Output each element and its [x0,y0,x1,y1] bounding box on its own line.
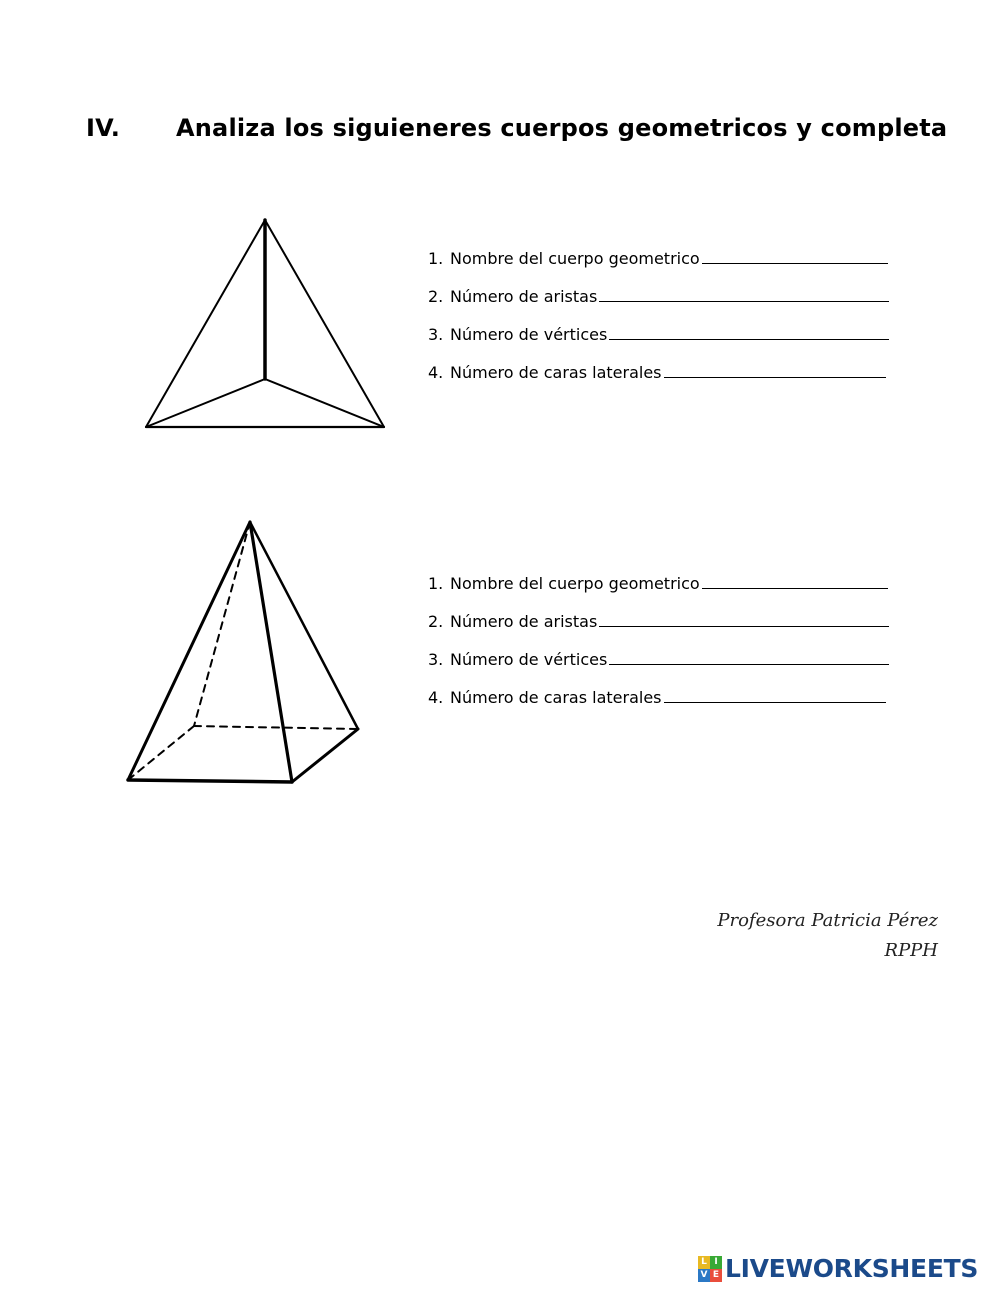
question-label: Nombre del cuerpo geometrico [450,574,700,593]
answer-blank[interactable] [664,363,886,378]
teacher-signature [717,906,938,966]
answer-blank[interactable] [702,249,888,264]
answer-blank[interactable] [702,574,888,589]
question-number: 2. [428,287,444,306]
edge-center-right [265,379,384,427]
triangular-pyramid-figure [140,212,392,434]
liveworksheets-icon [698,1256,722,1282]
answer-blank[interactable] [609,650,889,665]
question-label: Nombre del cuerpo geometrico [450,249,700,268]
answer-blank[interactable] [664,688,886,703]
square-pyramid-drawing [120,514,368,794]
answer-blank[interactable] [609,325,889,340]
edge-base-right [292,729,358,782]
hidden-edge-back-right [194,726,358,729]
logo-letter-i: I [710,1256,722,1269]
logo-letter-v: V [698,1269,710,1282]
question-item [428,325,908,363]
question-number: 3. [428,325,444,344]
question-item [428,363,908,401]
section-number: IV. [86,114,121,142]
square-pyramid-figure [120,514,368,794]
question-item [428,287,908,325]
question-item [428,574,908,612]
question-label: Número de caras laterales [450,688,662,707]
question-number: 4. [428,363,444,382]
edge-apex-right [265,220,384,427]
hidden-edge-back-left [128,726,194,780]
question-number: 1. [428,574,444,593]
signature-initials: RPPH [884,940,938,961]
edge-apex-left [146,220,265,427]
answer-blank[interactable] [599,287,889,302]
section-instruction: Analiza los siguieneres cuerpos geometricos y completa [176,114,948,142]
question-item [428,612,908,650]
question-item [428,650,908,688]
triangular-pyramid-drawing [140,212,392,434]
section-heading [86,114,947,142]
question-number: 2. [428,612,444,631]
question-label: Número de vértices [450,325,608,344]
question-number: 1. [428,249,444,268]
brand-name: LIVEWORKSHEETS [725,1254,979,1283]
question-item [428,249,908,287]
question-label: Número de aristas [450,287,598,306]
question-item [428,688,908,726]
question-label: Número de aristas [450,612,598,631]
logo-letter-e: E [710,1269,722,1282]
logo-letter-l: L [698,1256,710,1269]
question-list-2 [428,574,908,726]
edge-center-left [146,379,265,427]
question-number: 4. [428,688,444,707]
question-number: 3. [428,650,444,669]
edge-apex-left [128,522,250,780]
question-list-1 [428,249,908,401]
signature-name: Profesora Patricia Pérez [717,910,938,931]
question-label: Número de caras laterales [450,363,662,382]
liveworksheets-logo [698,1254,978,1283]
question-label: Número de vértices [450,650,608,669]
edge-base-front [128,780,292,782]
answer-blank[interactable] [599,612,889,627]
